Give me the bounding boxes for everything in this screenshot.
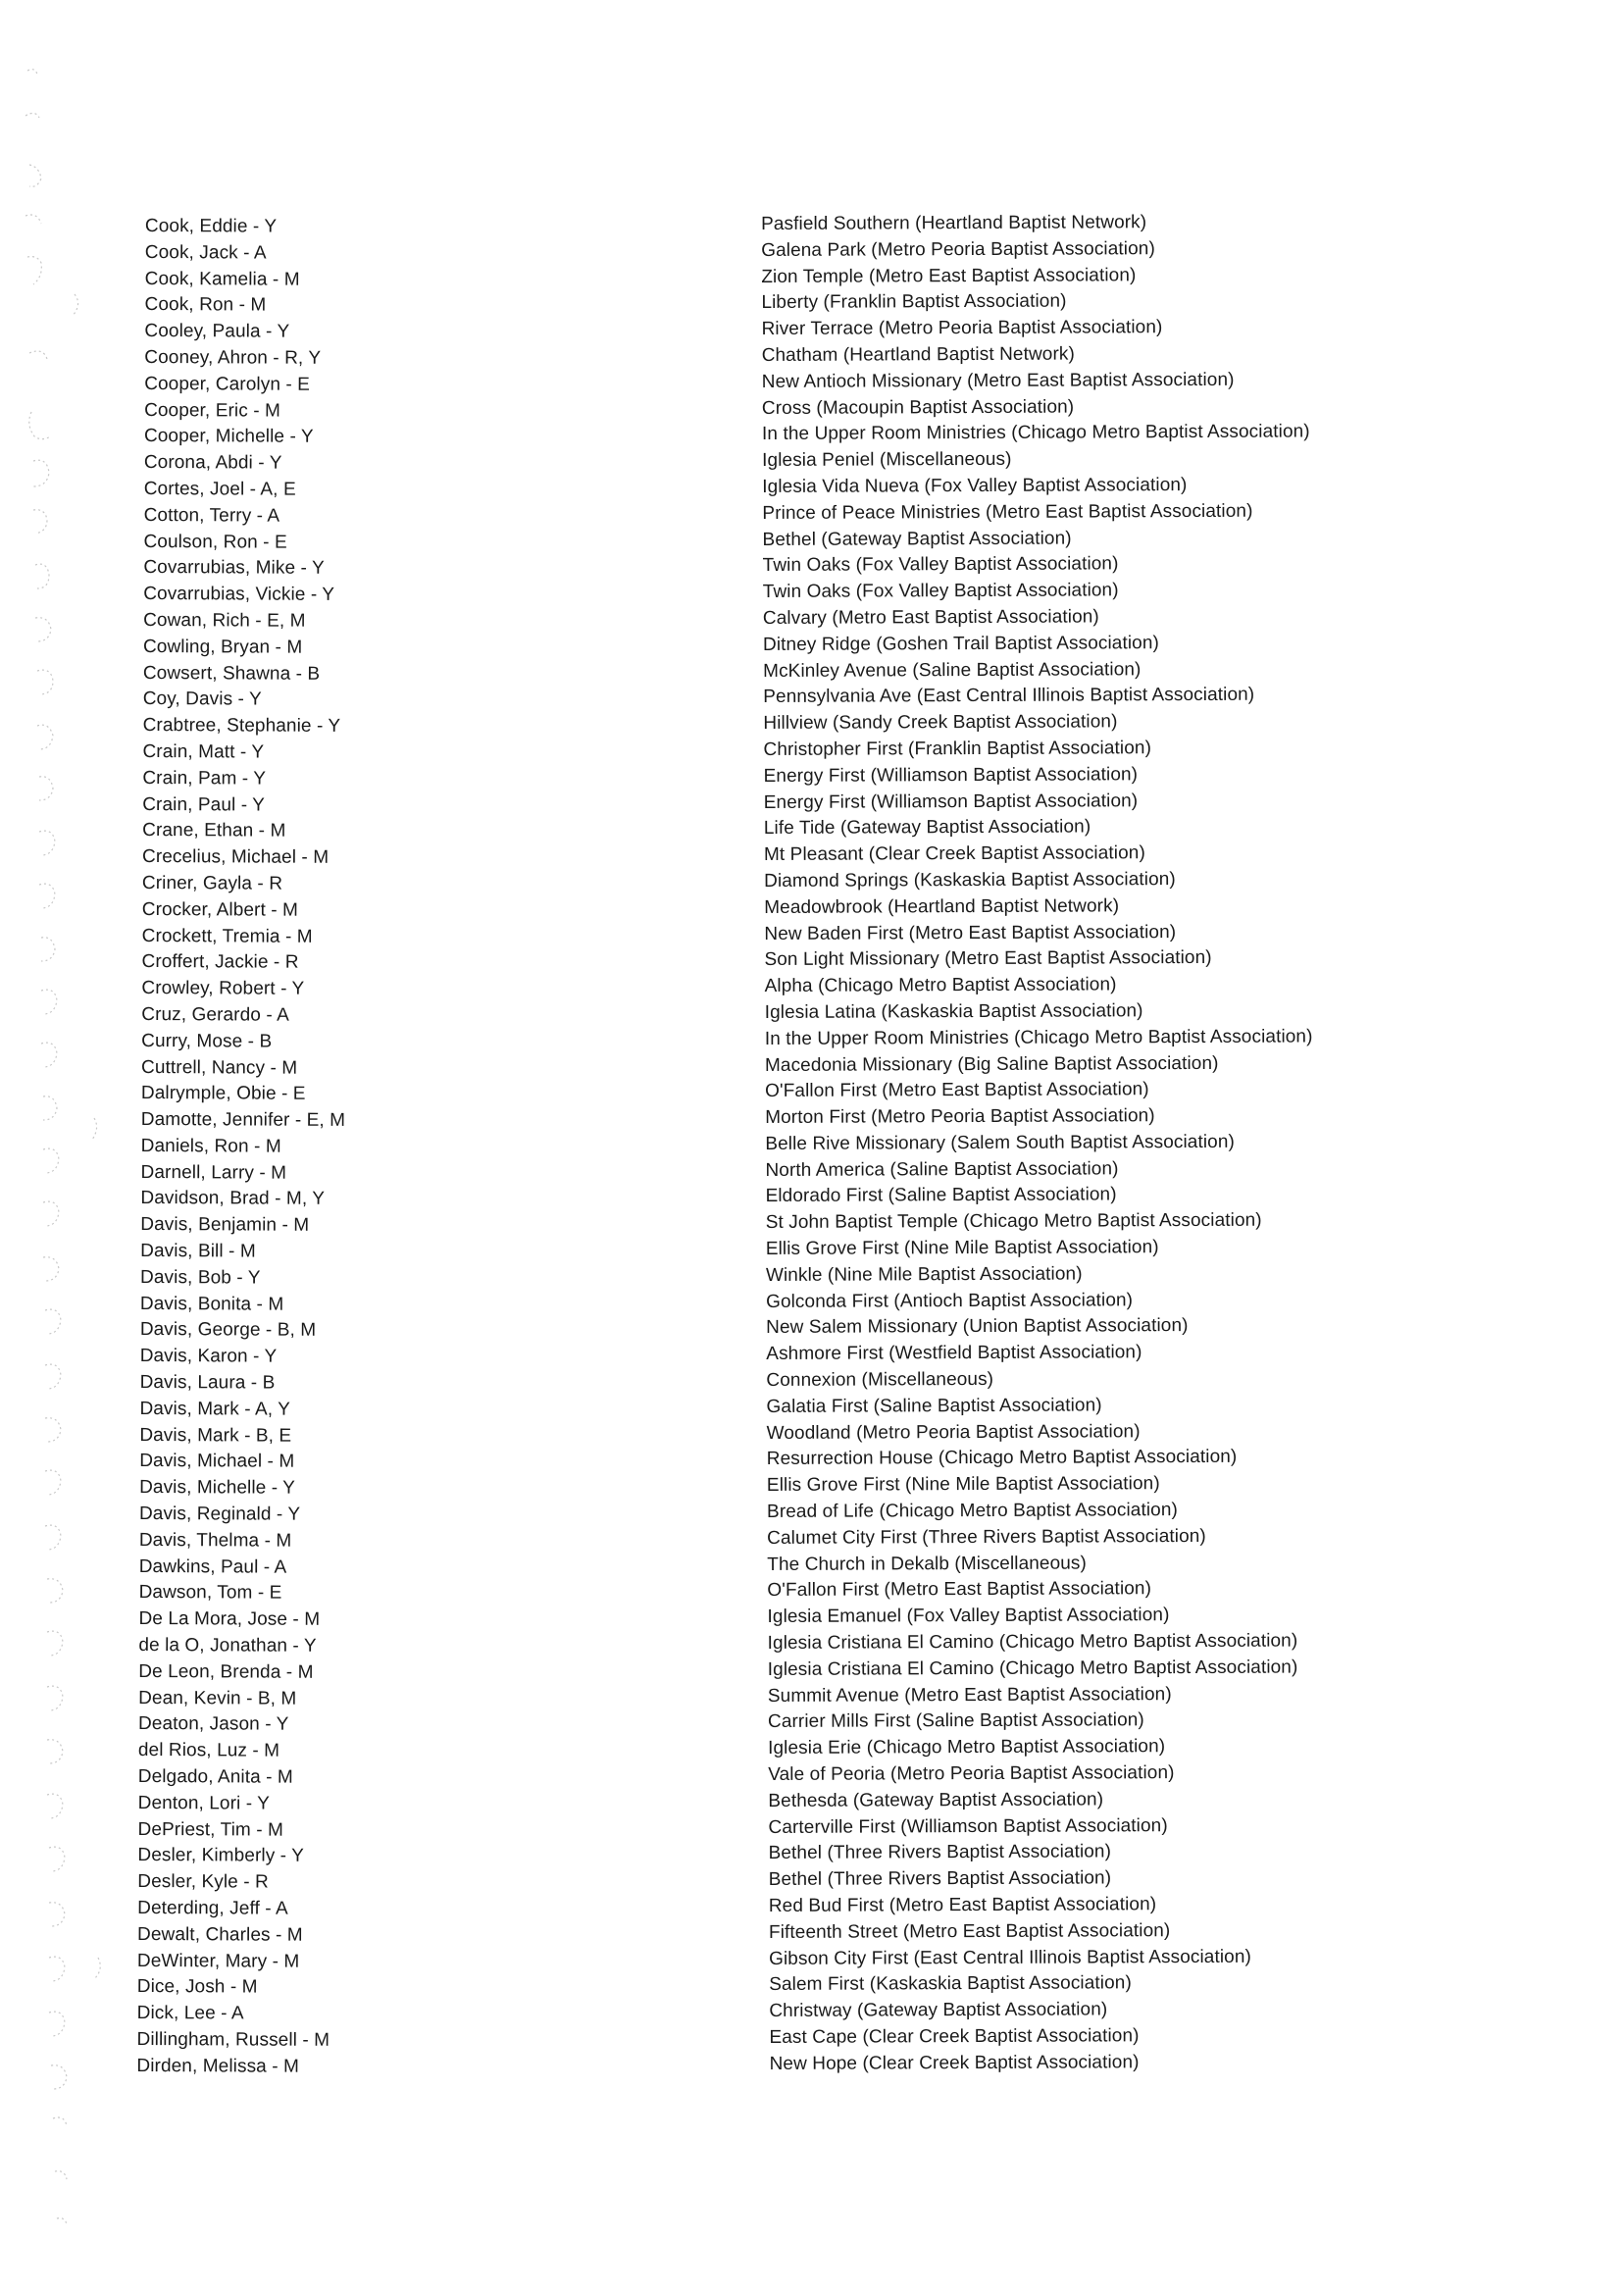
church-entry: Ditney Ridge (Goshen Trail Baptist Association): [762, 632, 1159, 655]
member-name-entry: Cowling, Bryan - M: [142, 636, 303, 658]
church-entry: Iglesia Cristiana El Camino (Chicago Metro Baptist Association): [767, 1630, 1298, 1655]
church-entry: Resurrection House (Chicago Metro Baptist Association): [766, 1447, 1238, 1470]
church-entry: Fifteenth Street (Metro East Baptist Association): [768, 1919, 1171, 1943]
church-entry: In the Upper Room Ministries (Chicago Metro Baptist Association): [764, 1026, 1313, 1049]
church-entry: Pennsylvania Ave (East Central Illinois Baptist Association): [763, 685, 1255, 708]
church-entry: Zion Temple (Metro East Baptist Association): [761, 264, 1137, 287]
member-name-entry: Curry, Mose - B: [141, 1030, 273, 1052]
member-name-entry: Coulson, Ron - E: [143, 531, 287, 553]
member-name-entry: Dice, Josh - M: [136, 1976, 258, 1998]
member-name-entry: Dick, Lee - A: [136, 2003, 244, 2024]
member-name-entry: Davis, Bonita - M: [139, 1293, 284, 1315]
church-entry: Life Tide (Gateway Baptist Association): [763, 816, 1091, 840]
church-entry: Chatham (Heartland Baptist Network): [761, 343, 1075, 366]
church-entry: Twin Oaks (Fox Valley Baptist Association): [762, 553, 1119, 577]
church-entry: Hillview (Sandy Creek Baptist Association): [763, 711, 1118, 735]
member-name-entry: Davis, George - B, M: [139, 1319, 317, 1342]
church-entry: Twin Oaks (Fox Valley Baptist Association): [762, 580, 1119, 603]
member-name-entry: Crain, Paul - Y: [142, 793, 266, 816]
member-name-entry: Daniels, Ron - M: [140, 1135, 281, 1157]
member-name-entry: Davis, Thelma - M: [138, 1529, 292, 1552]
church-entry: Summit Avenue (Metro East Baptist Association): [767, 1683, 1172, 1707]
church-entry: The Church in Dekalb (Miscellaneous): [767, 1553, 1087, 1575]
church-entry: Galena Park (Metro Peoria Baptist Association): [761, 237, 1155, 261]
member-name-entry: Cooper, Carolyn - E: [144, 373, 311, 395]
member-name-entry: Corona, Abdi - Y: [143, 452, 282, 474]
church-entry: Energy First (Williamson Baptist Association): [763, 790, 1139, 813]
church-entry: Vale of Peoria (Metro Peoria Baptist Association): [768, 1762, 1175, 1785]
church-entry: Liberty (Franklin Baptist Association): [761, 290, 1067, 314]
church-entry: New Baden First (Metro East Baptist Association): [764, 921, 1177, 944]
church-entry: Red Bud First (Metro East Baptist Association): [768, 1894, 1157, 1916]
member-name-entry: Davis, Mark - B, E: [139, 1424, 292, 1447]
church-entry: Bethel (Three Rivers Baptist Association): [768, 1867, 1112, 1891]
member-name-entry: Cook, Jack - A: [144, 241, 267, 264]
church-entry: Alpha (Chicago Metro Baptist Association): [764, 974, 1117, 997]
church-entry: Galatia First (Saline Baptist Association): [766, 1395, 1102, 1417]
church-entry: Meadowbrook (Heartland Baptist Network): [764, 895, 1120, 918]
member-name-entry: Crecelius, Michael - M: [141, 846, 330, 868]
member-name-entry: Dirden, Melissa - M: [136, 2055, 300, 2077]
member-name-entry: Cooney, Ahron - R, Y: [144, 346, 322, 369]
member-name-entry: Deterding, Jeff - A: [137, 1897, 288, 1919]
church-entry: Iglesia Vida Nueva (Fox Valley Baptist Association): [762, 475, 1188, 497]
member-name-entry: Dawkins, Paul - A: [138, 1555, 287, 1578]
church-entry: North America (Saline Baptist Association): [765, 1158, 1119, 1181]
member-name-entry: Crain, Pam - Y: [142, 767, 267, 790]
church-entry: New Salem Missionary (Union Baptist Association): [766, 1315, 1189, 1339]
church-entry: Energy First (Williamson Baptist Association): [763, 763, 1139, 787]
church-entry: Iglesia Erie (Chicago Metro Baptist Association): [768, 1736, 1166, 1759]
member-name-entry: Denton, Lori - Y: [137, 1792, 271, 1814]
church-entry: Carrier Mills First (Saline Baptist Association): [767, 1709, 1144, 1733]
member-name-entry: DeWinter, Mary - M: [136, 1950, 300, 1972]
member-name-entry: Darnell, Larry - M: [140, 1161, 287, 1184]
member-name-entry: Croffert, Jackie - R: [141, 951, 299, 974]
member-name-entry: Crocker, Albert - M: [141, 898, 299, 921]
church-entry: Bethel (Three Rivers Baptist Association): [768, 1841, 1112, 1864]
church-entry: Diamond Springs (Kaskaskia Baptist Association): [764, 869, 1176, 892]
member-name-entry: Cowsert, Shawna - B: [142, 662, 321, 685]
church-entry: Christopher First (Franklin Baptist Association): [763, 738, 1152, 760]
church-entry: Son Light Missionary (Metro East Baptist Association): [764, 947, 1212, 971]
church-entry: Iglesia Emanuel (Fox Valley Baptist Association): [767, 1605, 1170, 1628]
church-entry: O'Fallon First (Metro East Baptist Association): [767, 1578, 1152, 1602]
church-entry: Iglesia Latina (Kaskaskia Baptist Association): [764, 1000, 1143, 1023]
member-name-entry: Davis, Michael - M: [139, 1451, 295, 1473]
member-name-entry: Cuttrell, Nancy - M: [141, 1056, 298, 1079]
member-name-entry: Covarrubias, Vickie - Y: [143, 584, 335, 606]
member-name-entry: DePriest, Tim - M: [137, 1818, 284, 1841]
church-entry: Iglesia Peniel (Miscellaneous): [762, 449, 1012, 472]
church-entry: East Cape (Clear Creek Baptist Association): [769, 2025, 1140, 2048]
church-entry: Christway (Gateway Baptist Association): [769, 1999, 1108, 2022]
member-name-entry: Davis, Benjamin - M: [140, 1214, 310, 1237]
member-name-entry: Desler, Kimberly - Y: [137, 1845, 304, 1867]
member-name-entry: Coy, Davis - Y: [142, 688, 262, 710]
church-entry: Golconda First (Antioch Baptist Association): [765, 1289, 1134, 1312]
member-name-entry: Davis, Reginald - Y: [138, 1504, 301, 1525]
church-entry: Pasfield Southern (Heartland Baptist Network): [761, 212, 1147, 234]
member-name-entry: De La Mora, Jose - M: [138, 1608, 321, 1631]
member-name-entry: De Leon, Brenda - M: [138, 1660, 314, 1683]
member-name-entry: Damotte, Jennifer - E, M: [140, 1109, 346, 1132]
member-name-entry: Crane, Ethan - M: [142, 820, 286, 841]
member-name-entry: Delgado, Anita - M: [137, 1765, 293, 1788]
member-name-entry: Deaton, Jason - Y: [137, 1713, 289, 1736]
church-entry: Ellis Grove First (Nine Mile Baptist Association): [766, 1473, 1160, 1497]
member-name-entry: Crain, Matt - Y: [142, 740, 265, 763]
member-name-entry: Davis, Karon - Y: [139, 1346, 278, 1367]
church-entry: New Antioch Missionary (Metro East Baptist Association): [761, 369, 1235, 392]
member-name-entry: Davis, Bill - M: [140, 1241, 256, 1262]
church-entry: Iglesia Cristiana El Camino (Chicago Metro Baptist Association): [767, 1657, 1298, 1680]
member-name-entry: Covarrubias, Mike - Y: [143, 557, 325, 580]
member-name-entry: Cooper, Michelle - Y: [143, 426, 314, 448]
member-name-entry: de la O, Jonathan - Y: [138, 1635, 317, 1657]
member-name-entry: Cook, Ron - M: [144, 294, 267, 316]
punch-hole-marks: [0, 0, 108, 2294]
church-entry: Ellis Grove First (Nine Mile Baptist Association): [765, 1237, 1159, 1260]
member-name-entry: Cruz, Gerardo - A: [141, 1003, 289, 1026]
member-name-entry: Dawson, Tom - E: [138, 1582, 282, 1605]
church-entry: Woodland (Metro Peoria Baptist Association): [766, 1420, 1141, 1444]
church-entry: Macedonia Missionary (Big Saline Baptist Association): [764, 1052, 1219, 1076]
member-name-entry: Cook, Eddie - Y: [144, 215, 278, 237]
church-entry: Bethel (Gateway Baptist Association): [762, 528, 1072, 550]
member-name-entry: Davis, Mark - A, Y: [139, 1398, 291, 1420]
church-entry: Cross (Macoupin Baptist Association): [761, 396, 1075, 419]
member-name-entry: Davis, Laura - B: [139, 1372, 276, 1394]
church-entry: McKinley Avenue (Saline Baptist Association): [763, 658, 1142, 682]
member-name-entry: Cooper, Eric - M: [144, 399, 280, 422]
church-entry: Calvary (Metro East Baptist Association): [762, 606, 1099, 629]
member-name-entry: Dewalt, Charles - M: [136, 1923, 303, 1946]
member-name-entry: Dillingham, Russell - M: [136, 2028, 330, 2051]
church-entry: Morton First (Metro Peoria Baptist Association): [765, 1105, 1155, 1129]
church-entry: O'Fallon First (Metro East Baptist Association): [765, 1079, 1149, 1102]
member-name-entry: Crockett, Tremia - M: [141, 925, 313, 947]
member-name-entry: Cooley, Paula - Y: [144, 321, 290, 342]
church-entry: Ashmore First (Westfield Baptist Association): [766, 1342, 1142, 1365]
member-name-entry: Crowley, Robert - Y: [141, 978, 305, 999]
church-entry: Prince of Peace Ministries (Metro East Baptist Association): [762, 500, 1253, 524]
church-entry: River Terrace (Metro Peoria Baptist Association): [761, 317, 1163, 340]
member-name-entry: Cook, Kamelia - M: [144, 268, 300, 290]
member-name-entry: del Rios, Luz - M: [137, 1740, 280, 1761]
member-name-entry: Criner, Gayla - R: [141, 872, 283, 894]
church-association-list: [761, 209, 1317, 2077]
church-entry: Winkle (Nine Mile Baptist Association): [765, 1263, 1083, 1286]
member-name-entry: Desler, Kyle - R: [137, 1871, 269, 1893]
member-name-list: [136, 214, 349, 2081]
member-name-entry: Dalrymple, Obie - E: [140, 1083, 306, 1105]
church-entry: Carterville First (Williamson Baptist Association): [768, 1814, 1168, 1838]
member-name-entry: Davidson, Brad - M, Y: [140, 1188, 326, 1210]
church-entry: Connexion (Miscellaneous): [766, 1368, 994, 1392]
church-entry: Mt Pleasant (Clear Creek Baptist Association): [763, 842, 1145, 866]
church-entry: Eldorado First (Saline Baptist Association): [765, 1184, 1117, 1207]
church-entry: New Hope (Clear Creek Baptist Association): [769, 2052, 1140, 2074]
church-entry: Bethesda (Gateway Baptist Association): [768, 1789, 1104, 1811]
church-entry: Salem First (Kaskaskia Baptist Association): [769, 1972, 1132, 1996]
member-name-entry: Cotton, Terry - A: [143, 504, 280, 527]
church-entry: St John Baptist Temple (Chicago Metro Baptist Association): [765, 1209, 1262, 1234]
member-name-entry: Davis, Michelle - Y: [139, 1477, 296, 1499]
member-name-entry: Cowan, Rich - E, M: [143, 609, 306, 632]
member-name-entry: Davis, Bob - Y: [140, 1266, 261, 1289]
church-entry: Calumet City First (Three Rivers Baptist Association): [767, 1525, 1206, 1549]
church-entry: Gibson City First (East Central Illinois Baptist Association): [769, 1946, 1251, 1969]
member-name-entry: Crabtree, Stephanie - Y: [142, 715, 341, 738]
church-entry: In the Upper Room Ministries (Chicago Metro Baptist Association): [761, 421, 1310, 445]
church-entry: Bread of Life (Chicago Metro Baptist Association): [766, 1500, 1178, 1523]
member-name-entry: Cortes, Joel - A, E: [143, 478, 296, 500]
church-entry: Belle Rive Missionary (Salem South Baptist Association): [765, 1131, 1235, 1154]
member-name-entry: Dean, Kevin - B, M: [138, 1687, 297, 1709]
